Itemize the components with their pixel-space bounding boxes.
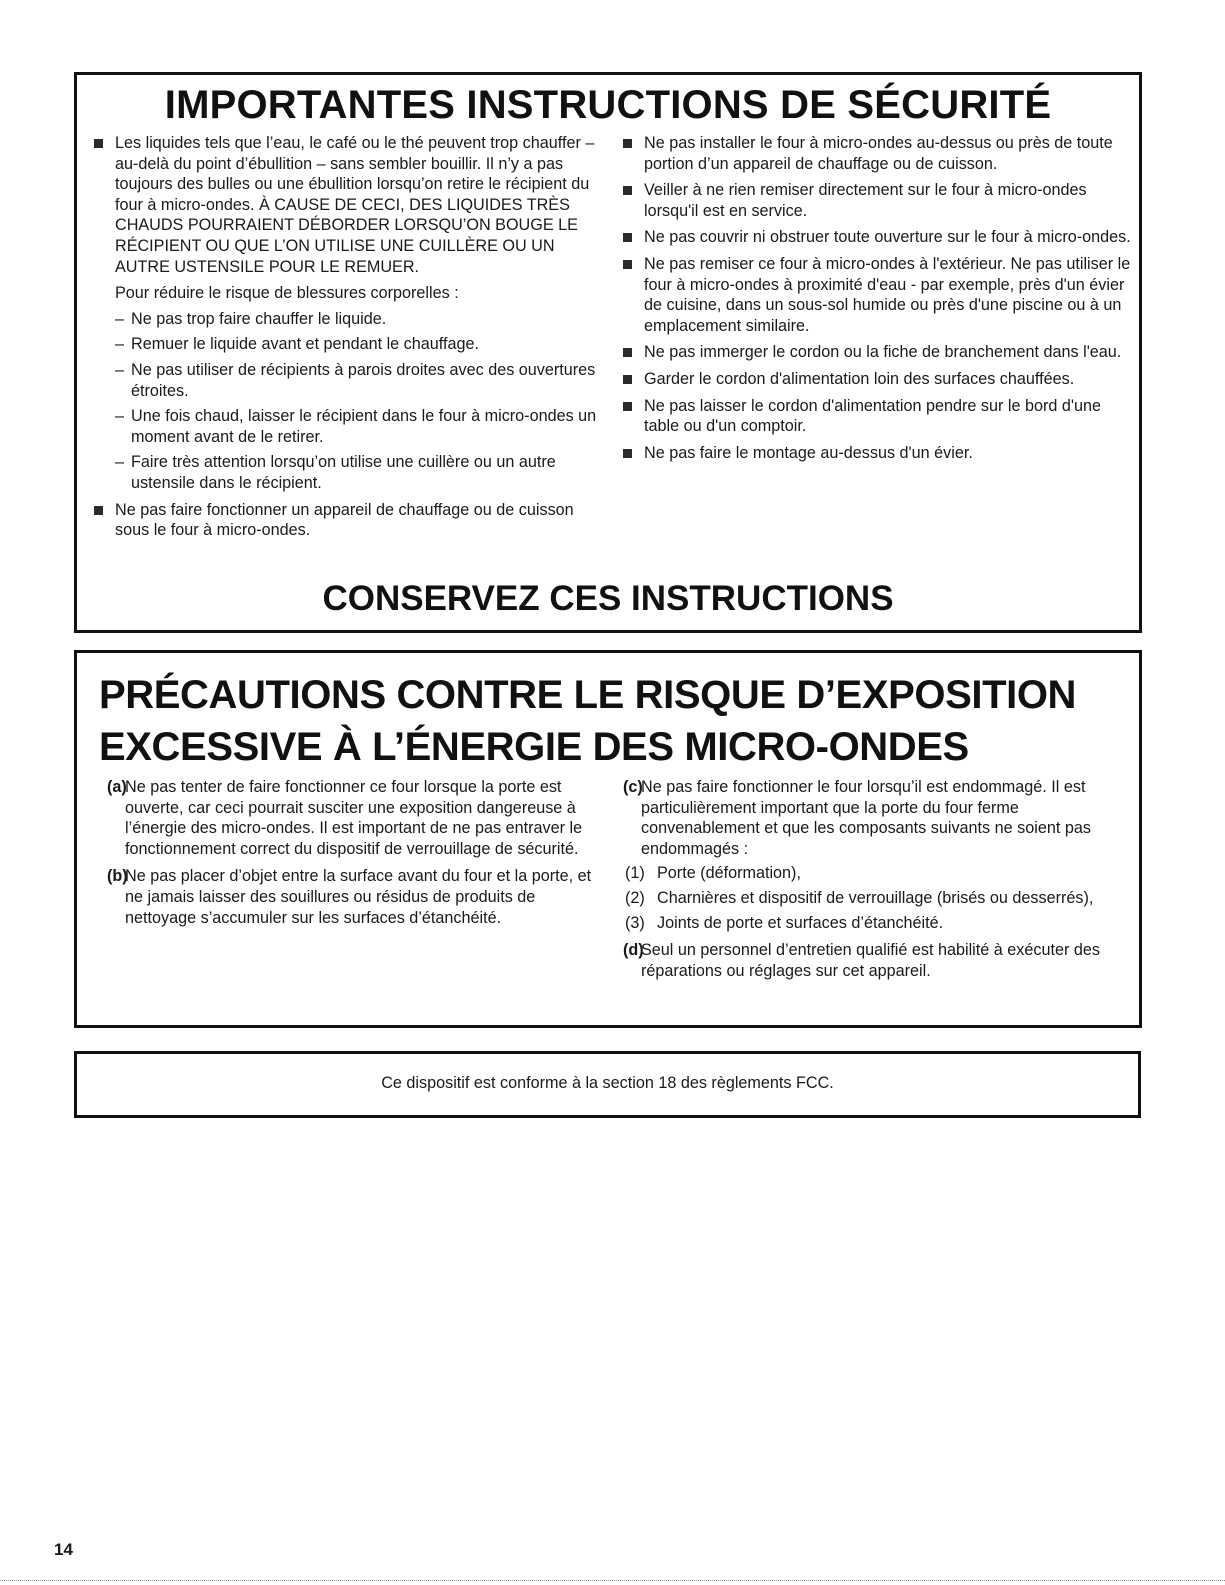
precautions-title	[99, 669, 1076, 773]
dash-item	[89, 334, 603, 355]
component-text: Porte (déformation),	[657, 864, 801, 883]
microwave-precautions-box	[74, 650, 1142, 1028]
component-text: Joints de porte et surfaces d’étanchéité.	[657, 913, 944, 932]
page-number: 14	[54, 1540, 73, 1559]
dash-item	[89, 309, 603, 330]
bullet-text: Ne pas installer le four à micro-ondes au-dessus ou près de toute portion d’un appareil de chauffage ou de cuisson.	[644, 134, 1113, 173]
save-instructions-heading: CONSERVEZ CES INSTRUCTIONS	[322, 579, 894, 618]
precautions-title-line2: EXCESSIVE À L’ÉNERGIE DES MICRO-ONDES	[99, 725, 969, 769]
bullet-square-icon	[623, 233, 632, 242]
item-label: (d)	[623, 941, 644, 960]
bullet-square-icon	[94, 506, 103, 515]
dash-text: Remuer le liquide avant et pendant le chauffage.	[131, 335, 479, 354]
component-number: (1)	[625, 864, 645, 883]
safety-left-column	[89, 133, 603, 541]
dash-symbol: –	[115, 309, 125, 328]
list-item	[89, 133, 603, 277]
fcc-notice-box	[74, 1051, 1141, 1118]
component-number: (2)	[625, 888, 645, 907]
fcc-notice: Ce dispositif est conforme à la section 18 des règlements FCC.	[381, 1074, 834, 1092]
bullet-square-icon	[623, 375, 632, 384]
dash-item	[89, 406, 603, 447]
component-item	[623, 913, 1133, 934]
bullet-text: Les liquides tels que l’eau, le café ou le thé peuvent trop chauffer – au-delà du point d’ébullition – sans sembler bouillir. Il n’y a pas toujours des bulles ou une ébullition lorsqu’on retire le récipient du four à micro-ondes. À CAUSE DE CECI, DES LIQUIDES TRÈS CHAUDS POURRAIENT DÉBORDER LORSQU’ON BOUGE LE RÉCIPIENT OU QUE L’ON UTILISE UNE CUILLÈRE OU UN AUTRE USTENSILE POUR LE REMUER.	[115, 134, 595, 276]
bullet-text: Veiller à ne rien remiser directement sur le four à micro-ondes lorsqu'il est en service.	[644, 181, 1087, 220]
bullet-text: Ne pas faire le montage au-dessus d'un évier.	[644, 443, 973, 462]
component-text: Charnières et dispositif de verrouillage (brisés ou desserrés),	[657, 888, 1094, 907]
list-item	[618, 342, 1138, 363]
safety-right-column	[618, 133, 1138, 463]
item-label: (c)	[623, 778, 643, 796]
bullet-text: Ne pas remiser ce four à micro-ondes à l'extérieur. Ne pas utiliser le four à micro-ondes à proximité d'eau - par exemple, près d'un évier de cuisine, dans un sous-sol humide ou près d'une piscine ou à un emplacement similaire.	[644, 254, 1131, 335]
bullet-text: Ne pas laisser le cordon d'alimentation pendre sur le bord d'une table ou d'un comptoir.	[644, 396, 1102, 436]
list-item	[618, 254, 1138, 336]
item-text: Ne pas placer d’objet entre la surface avant du four et la porte, et ne jamais laisser des souillures ou résidus de produits de nettoyage s’accumuler sur les surfaces d’étanchéité.	[125, 867, 592, 927]
precaution-item-a	[107, 777, 597, 859]
dash-text: Une fois chaud, laisser le récipient dans le four à micro-ondes un moment avant de le retirer.	[131, 407, 597, 446]
item-text: Ne pas faire fonctionner le four lorsqu’il est endommagé. Il est particulièrement important que la porte du four ferme convenablement et que les composants suivants ne soient pas endommagés :	[641, 778, 1091, 858]
bullet-square-icon	[623, 139, 632, 148]
dash-symbol: –	[115, 407, 125, 426]
bullet-text: Ne pas couvrir ni obstruer toute ouverture sur le four à micro-ondes.	[644, 228, 1131, 247]
bullet-square-icon	[623, 348, 632, 357]
dash-item	[89, 360, 603, 401]
component-number: (3)	[625, 913, 645, 932]
safety-instructions-box	[74, 72, 1142, 633]
item-label: (b)	[107, 867, 128, 886]
bullet-text: Ne pas faire fonctionner un appareil de chauffage ou de cuisson sous le four à micro-ondes.	[115, 500, 574, 540]
component-item	[623, 888, 1133, 909]
bullet-square-icon	[623, 186, 632, 195]
precaution-item-d	[623, 940, 1133, 981]
bottom-divider	[0, 1580, 1225, 1581]
bullet-square-icon	[623, 260, 632, 269]
bullet-text: Ne pas immerger le cordon ou la fiche de branchement dans l'eau.	[644, 343, 1122, 362]
precaution-item-c	[623, 777, 1133, 859]
dash-text: Ne pas trop faire chauffer le liquide.	[131, 309, 387, 328]
list-item	[618, 369, 1138, 390]
item-label: (a)	[107, 778, 127, 796]
dash-item	[89, 452, 603, 493]
item-text: Seul un personnel d’entretien qualifié est habilité à exécuter des réparations ou réglages sur cet appareil.	[641, 941, 1100, 980]
list-item	[618, 133, 1138, 174]
bullet-square-icon	[623, 402, 632, 411]
list-item	[618, 227, 1138, 248]
list-item	[618, 180, 1138, 221]
dash-text: Faire très attention lorsqu’on utilise une cuillère ou un autre ustensile dans le récipient.	[131, 453, 556, 492]
component-item	[623, 863, 1133, 884]
precautions-right-column	[623, 777, 1133, 981]
injury-intro: Pour réduire le risque de blessures corporelles :	[115, 284, 459, 303]
precaution-item-b	[107, 866, 597, 928]
dash-symbol: –	[115, 453, 125, 472]
safety-title: IMPORTANTES INSTRUCTIONS DE SÉCURITÉ	[164, 83, 1052, 127]
list-item	[89, 500, 603, 541]
list-item	[618, 443, 1138, 464]
precautions-left-column	[107, 777, 597, 928]
item-text: Ne pas tenter de faire fonctionner ce four lorsque la porte est ouverte, car ceci pourrait susciter une exposition dangereuse à l’énergie des micro-ondes. Il est important de ne pas entraver le fonctionnement correct du dispositif de verrouillage de sécurité.	[125, 778, 583, 858]
dash-text: Ne pas utiliser de récipients à parois droites avec des ouvertures étroites.	[131, 360, 596, 400]
dash-symbol: –	[115, 360, 125, 379]
precautions-title-line1: PRÉCAUTIONS CONTRE LE RISQUE D’EXPOSITION	[99, 673, 1077, 717]
bullet-text: Garder le cordon d'alimentation loin des surfaces chauffées.	[644, 369, 1075, 388]
list-item	[618, 396, 1138, 437]
dash-symbol: –	[115, 335, 125, 354]
bullet-square-icon	[623, 449, 632, 458]
bullet-square-icon	[94, 139, 103, 148]
